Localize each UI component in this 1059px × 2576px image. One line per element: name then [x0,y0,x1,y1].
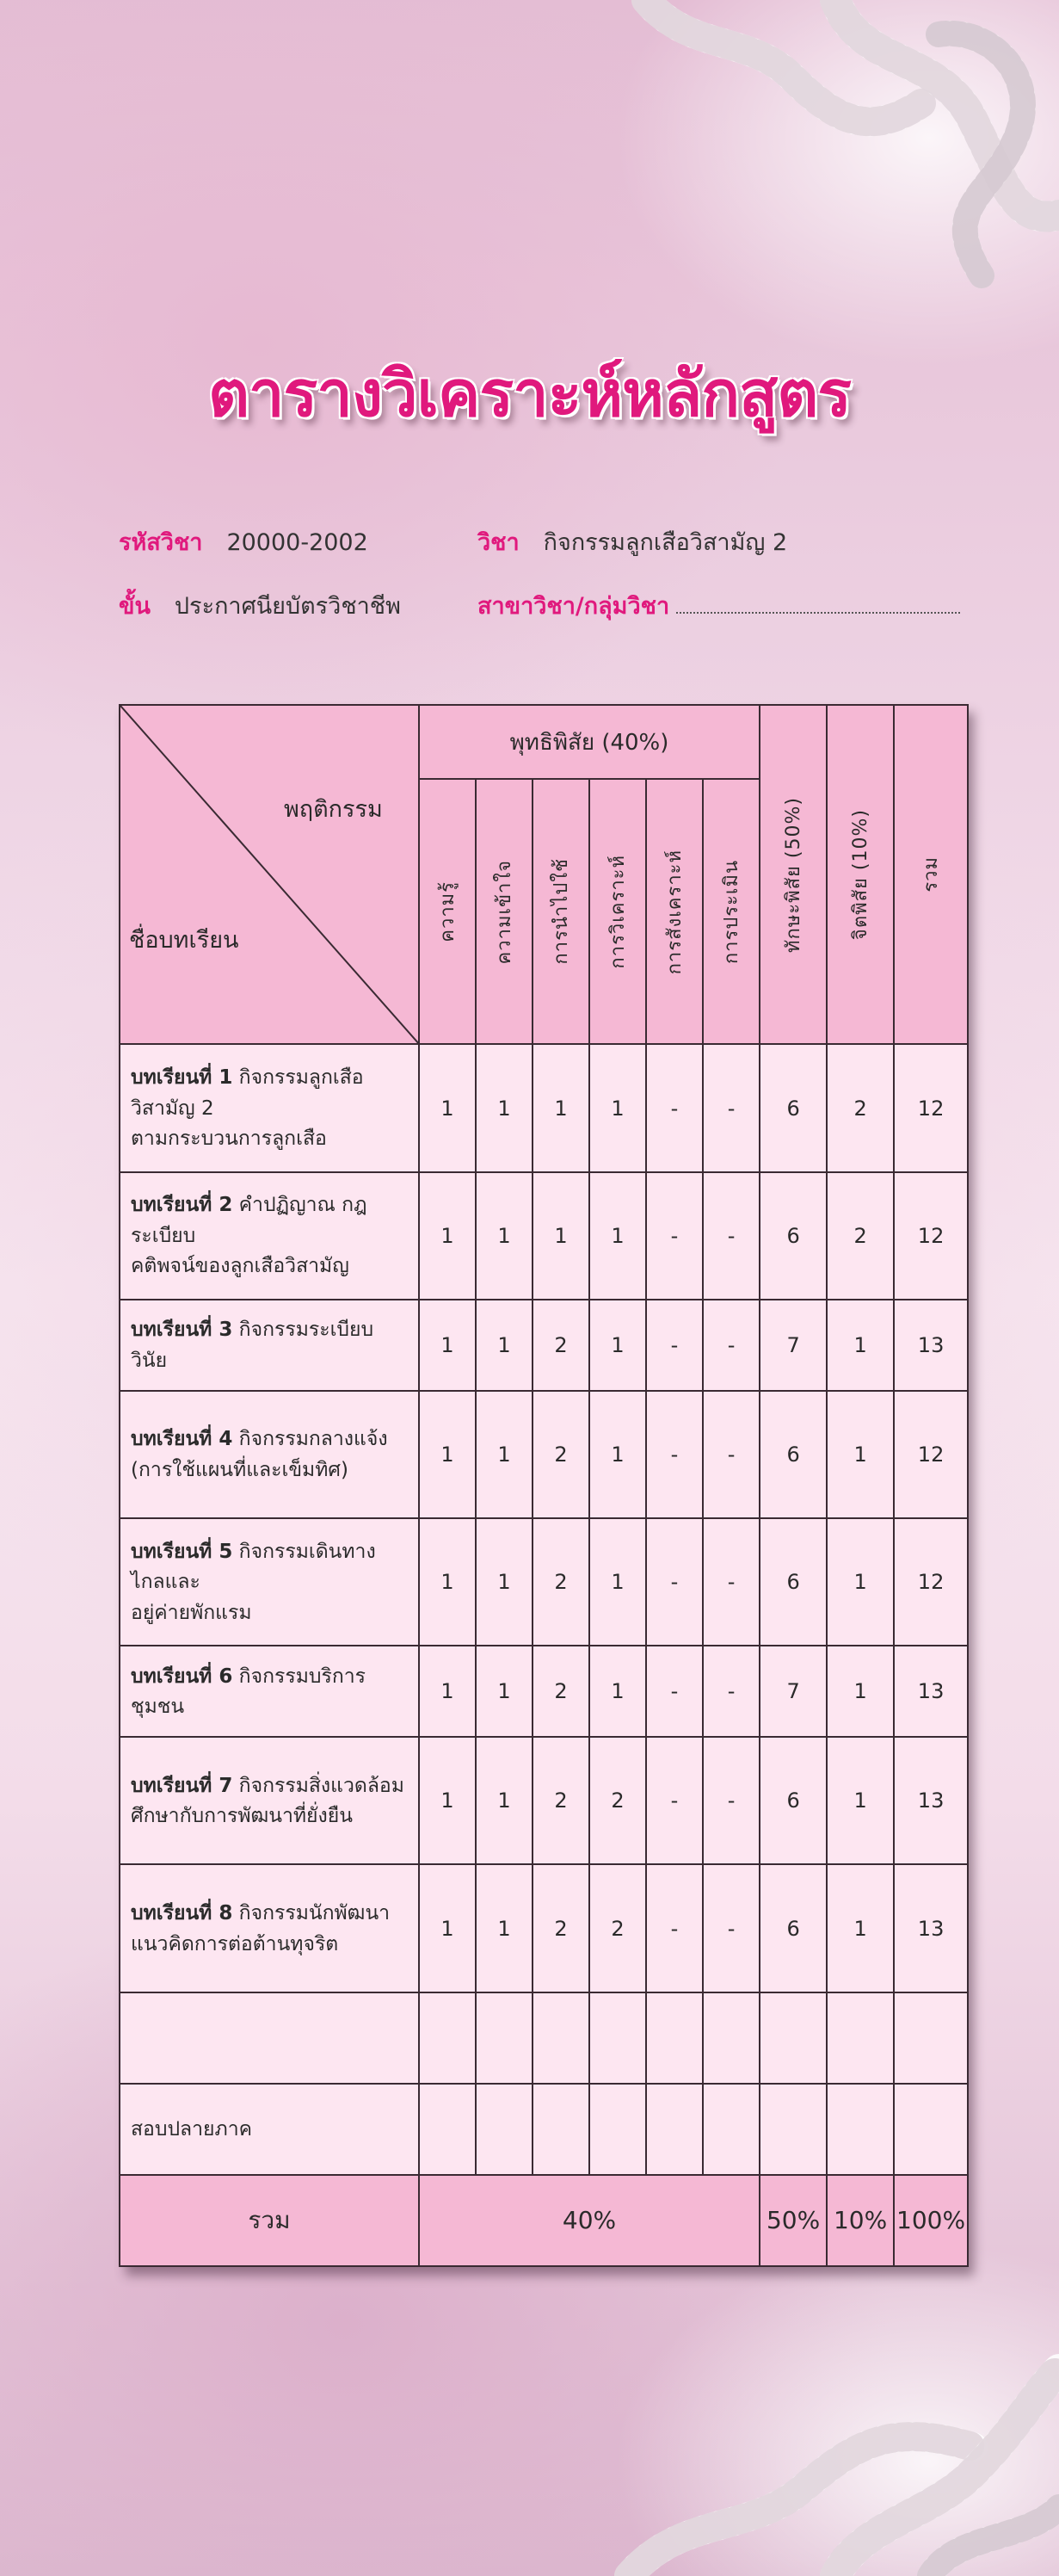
table-row-total [120,2175,968,2266]
value-cell: 2 [533,1300,589,1391]
value-cell: 12 [894,1172,968,1300]
value-cell: 1 [827,1391,894,1518]
lesson-name-cell [120,1172,419,1300]
empty-cell [533,1992,589,2084]
value-cell: 1 [476,1646,533,1737]
lesson-title: กิจกรรมสิ่งแวดล้อม [238,1774,404,1797]
lesson-title: คำปฏิญาณ กฎ ระเบียบ [131,1194,367,1247]
subheader-evaluation: การประเมิน [720,859,742,964]
subheader-cell [589,779,646,1044]
lesson-title: กิจกรรมระเบียบวินัย [131,1319,374,1372]
total-header [894,705,968,1044]
table-row [120,1172,968,1300]
value-cell: 1 [419,1646,476,1737]
total-skill: 50% [760,2175,827,2266]
value-cell: 1 [419,1044,476,1171]
table-row [120,1737,968,1864]
value-cell: 1 [827,1646,894,1737]
value-cell: 1 [419,1518,476,1646]
rope-decoration-bottom [526,2318,1059,2576]
empty-cell [646,2084,703,2175]
table-row-empty [120,1992,968,2084]
value-cell: 2 [533,1391,589,1518]
lesson-title-line2: ตามกระบวนการลูกเสือ [131,1127,327,1151]
lesson-title: กิจกรรมบริการชุมชน [131,1665,366,1719]
value-cell: 1 [827,1518,894,1646]
value-cell: 6 [760,1737,827,1864]
value-cell: 2 [533,1518,589,1646]
diagonal-divider [120,706,420,1045]
empty-cell [894,1992,968,2084]
value-cell: - [646,1737,703,1864]
value-cell: - [646,1646,703,1737]
empty-cell [703,1992,760,2084]
lesson-number: บทเรียนที่ 8 [131,1901,233,1924]
lesson-number: บทเรียนที่ 4 [131,1428,233,1451]
lesson-number: บทเรียนที่ 1 [131,1066,233,1090]
subheader-cell [419,779,476,1044]
empty-cell [894,2084,968,2175]
value-cell: 1 [533,1172,589,1300]
value-cell: 1 [476,1737,533,1864]
empty-cell [760,1992,827,2084]
value-cell: 1 [476,1172,533,1300]
value-cell: 6 [760,1864,827,1992]
value-cell: 1 [589,1646,646,1737]
value-cell: 12 [894,1044,968,1171]
value-cell: - [703,1737,760,1864]
table-row [120,1646,968,1737]
lesson-title: กิจกรรมลูกเสือวิสามัญ 2 [131,1066,364,1120]
lesson-number: บทเรียนที่ 3 [131,1319,233,1342]
lesson-title: กิจกรรมเดินทางไกลและ [131,1540,376,1594]
table-row [120,1300,968,1391]
lesson-title: กิจกรรมกลางแจ้ง [238,1428,388,1451]
total-header-text: รวม [920,856,942,893]
lesson-number: บทเรียนที่ 5 [131,1540,233,1563]
value-cell: 7 [760,1300,827,1391]
value-cell: 1 [419,1300,476,1391]
lesson-title-line2: อยู่ค่ายพักแรม [131,1601,252,1624]
value-cell: 1 [533,1044,589,1171]
value-cell: - [703,1864,760,1992]
level-line [119,587,401,624]
level-label: ขั้น [119,593,151,620]
skill-header-text: ทักษะพิสัย (50%) [782,796,804,953]
course-code-value: 20000-2002 [226,529,368,556]
lesson-title-line2: แนวคิดการต่อต้านทุจริต [131,1932,339,1955]
value-cell: - [703,1391,760,1518]
value-cell: - [646,1044,703,1171]
value-cell: 1 [589,1391,646,1518]
value-cell: 6 [760,1518,827,1646]
subheader-cell [646,779,703,1044]
total-cognitive: 40% [419,2175,760,2266]
empty-cell [827,1992,894,2084]
value-cell: - [646,1172,703,1300]
value-cell: 13 [894,1300,968,1391]
skill-header [760,705,827,1044]
value-cell: 12 [894,1391,968,1518]
value-cell: 1 [476,1864,533,1992]
value-cell: - [646,1391,703,1518]
value-cell: 1 [589,1172,646,1300]
field-blank-line [676,608,960,614]
subject-label: วิชา [477,529,520,556]
empty-cell [703,2084,760,2175]
field-label: สาขาวิชา/กลุ่มวิชา [477,593,670,620]
value-cell: 6 [760,1172,827,1300]
lesson-number: บทเรียนที่ 2 [131,1194,233,1217]
total-label: รวม [120,2175,419,2266]
lesson-title-line2: คติพจน์ของลูกเสือวิสามัญ [131,1255,349,1278]
value-cell: 1 [419,1172,476,1300]
subheader-knowledge: ความรู้ [436,880,459,942]
value-cell: - [703,1300,760,1391]
value-cell: 1 [589,1518,646,1646]
empty-cell [120,1992,419,2084]
page-title: ตารางวิเคราะห์หลักสูตร [207,357,852,431]
total-all: 100% [894,2175,968,2266]
value-cell: 7 [760,1646,827,1737]
value-cell: 1 [476,1518,533,1646]
empty-cell [419,2084,476,2175]
lesson-number: บทเรียนที่ 6 [131,1665,233,1688]
empty-cell [476,1992,533,2084]
value-cell: 1 [476,1300,533,1391]
value-cell: 2 [827,1172,894,1300]
value-cell: 13 [894,1646,968,1737]
cognitive-group-header: พุทธิพิสัย (40%) [419,705,760,779]
lesson-name-cell [120,1737,419,1864]
subject-value: กิจกรรมลูกเสือวิสามัญ 2 [543,529,788,556]
level-value: ประกาศนียบัตรวิชาชีพ [174,593,401,620]
empty-cell [589,1992,646,2084]
table-row [120,1864,968,1992]
lesson-name-cell [120,1300,419,1391]
empty-cell [827,2084,894,2175]
attitude-header [827,705,894,1044]
value-cell: 1 [589,1300,646,1391]
value-cell: 6 [760,1391,827,1518]
value-cell: 12 [894,1518,968,1646]
value-cell: 13 [894,1864,968,1992]
table-corner-header [120,705,419,1044]
table-row [120,1518,968,1646]
lesson-title-line2: ศึกษากับการพัฒนาที่ยั่งยืน [131,1805,353,1828]
rope-decoration-top [612,0,1059,310]
subheader-analysis: การวิเคราะห์ [606,854,629,969]
table-row-final-exam [120,2084,968,2175]
value-cell: - [703,1518,760,1646]
subheader-understanding: ความเข้าใจ [493,859,515,964]
curriculum-analysis-table [119,704,967,2267]
value-cell: 2 [589,1864,646,1992]
lesson-title-line2: (การใช้แผนที่และเข็มทิศ) [131,1458,348,1481]
value-cell: 1 [827,1864,894,1992]
lesson-name-cell [120,1391,419,1518]
value-cell: 2 [827,1044,894,1171]
value-cell: 1 [827,1737,894,1864]
value-cell: 13 [894,1737,968,1864]
value-cell: 1 [419,1864,476,1992]
value-cell: 2 [533,1646,589,1737]
value-cell: 1 [476,1044,533,1171]
field-line [477,587,960,624]
lesson-number: บทเรียนที่ 7 [131,1774,233,1797]
lesson-name-cell [120,1044,419,1171]
final-exam-label: สอบปลายภาค [120,2084,419,2175]
empty-cell [476,2084,533,2175]
subheader-application: การนำไปใช้ [550,858,572,966]
value-cell: 2 [589,1737,646,1864]
empty-cell [760,2084,827,2175]
empty-cell [533,2084,589,2175]
value-cell: - [703,1172,760,1300]
subheader-synthesis: การสังเคราะห์ [663,849,686,974]
value-cell: 1 [419,1391,476,1518]
value-cell: - [646,1518,703,1646]
value-cell: - [703,1646,760,1737]
table-row [120,1391,968,1518]
value-cell: 1 [589,1044,646,1171]
empty-cell [419,1992,476,2084]
value-cell: - [646,1864,703,1992]
value-cell: 1 [827,1300,894,1391]
value-cell: - [703,1044,760,1171]
subheader-cell [533,779,589,1044]
empty-cell [646,1992,703,2084]
subject-line [477,523,787,560]
lesson-name-cell [120,1864,419,1992]
value-cell: 1 [476,1391,533,1518]
subheader-cell [703,779,760,1044]
total-attitude: 10% [827,2175,894,2266]
lesson-name-cell [120,1518,419,1646]
lessons-header: ชื่อบทเรียน [129,927,239,954]
course-code-label: รหัสวิชา [119,529,203,556]
value-cell: 2 [533,1737,589,1864]
value-cell: 1 [419,1737,476,1864]
course-code-line [119,523,368,560]
empty-cell [589,2084,646,2175]
value-cell: 6 [760,1044,827,1171]
value-cell: 2 [533,1864,589,1992]
subheader-cell [476,779,533,1044]
lesson-name-cell [120,1646,419,1737]
behavior-header: พฤติกรรม [284,796,383,823]
lesson-title: กิจกรรมนักพัฒนา [238,1901,391,1924]
attitude-header-text: จิตพิสัย (10%) [849,809,871,941]
table-row [120,1044,968,1171]
value-cell: - [646,1300,703,1391]
